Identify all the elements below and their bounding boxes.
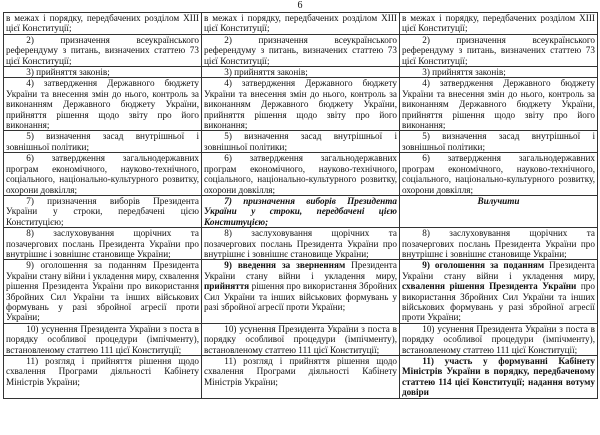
current-text-column-cell <box>4 356 202 399</box>
text-run: в межах і порядку, передбачених розділом XIII цієї Конституції; <box>402 13 595 34</box>
current-text-column-cell <box>4 153 202 196</box>
proposal-column-cell <box>400 228 598 260</box>
text-run: 5) визначення засад внутрішньої і зовнішньої політики; <box>6 131 199 152</box>
text-run: 3) прийняття законів; <box>26 67 110 78</box>
cell-text <box>402 78 595 130</box>
cell-text <box>6 356 199 387</box>
table-row <box>4 34 598 66</box>
text-run: схвалення рішення Президента України <box>402 281 577 292</box>
text-run: 5) визначення засад внутрішньої і зовнішньої політики; <box>402 131 595 152</box>
draft-text-column-cell <box>202 153 400 196</box>
current-text-column-cell <box>4 195 202 227</box>
cell-text <box>204 228 397 259</box>
table-row <box>4 195 598 227</box>
cell-text <box>6 35 199 66</box>
draft-text-column-cell <box>202 228 400 260</box>
cell-text <box>204 131 397 152</box>
cell-text <box>6 131 199 152</box>
text-run: в межах і порядку, передбачених розділом XIII цієї Конституції; <box>6 13 199 34</box>
cell-text <box>204 13 397 34</box>
cell-text <box>402 196 595 206</box>
cell-text <box>6 196 199 227</box>
text-run: Президента України стану війни і укладення миру, <box>204 260 397 281</box>
table-row <box>4 228 598 260</box>
table-row <box>4 153 598 196</box>
current-text-column-cell <box>4 67 202 78</box>
current-text-column-cell <box>4 34 202 66</box>
text-run: 9) оголошення за поданням <box>422 260 545 271</box>
proposal-column-cell <box>400 356 598 399</box>
cell-text <box>204 35 397 66</box>
text-run: Вилучити <box>477 195 520 206</box>
draft-text-column-cell <box>202 131 400 153</box>
text-run: 2) призначення всеукраїнського референдуму з питань, визначених статтею 73 цієї Конституції; <box>402 34 595 66</box>
current-text-column-cell <box>4 78 202 131</box>
text-run: 2) призначення всеукраїнського референдуму з питань, визначених статтею 73 цієї Конституції; <box>204 34 397 66</box>
table-row <box>4 131 598 153</box>
draft-text-column-cell <box>202 260 400 323</box>
cell-text <box>402 13 595 34</box>
current-text-column-cell <box>4 323 202 355</box>
cell-text <box>6 78 199 130</box>
proposal-column-cell <box>400 323 598 355</box>
table-row <box>4 78 598 131</box>
table-body <box>4 13 598 399</box>
cell-text <box>204 260 397 312</box>
proposal-column-cell <box>400 131 598 153</box>
cell-text <box>6 228 199 259</box>
text-run: 9) введення за зверненням <box>224 260 346 271</box>
cell-text <box>204 356 397 387</box>
cell-text <box>6 13 199 34</box>
cell-text <box>402 324 595 355</box>
text-run: Президента України стану війни і укладення миру, <box>402 260 595 281</box>
proposal-column-cell <box>400 34 598 66</box>
text-run: в межах і порядку, передбачених розділом XIII цієї Конституції; <box>204 13 397 34</box>
cell-text <box>402 35 595 66</box>
text-run: 6) затвердження загальнодержавних програм економічного, науково-технічного, соціального, національно-культурного розвитку, охорони довкілля; <box>402 153 595 195</box>
cell-text <box>402 67 595 77</box>
text-run: рішення про використання Збройних Сил України та інших військових формувань у разі збройної агресії проти України; <box>204 281 397 312</box>
cell-text <box>204 67 397 77</box>
table-row <box>4 356 598 399</box>
cell-text <box>402 228 595 259</box>
text-run: 4) затвердження Державного бюджету України та внесення змін до нього, контроль за виконанням Державного бюджету України, прийняття рішення щодо звіту про його виконання; <box>6 78 199 131</box>
table-row <box>4 67 598 78</box>
proposal-column-cell <box>400 78 598 131</box>
text-run: 8) заслуховування щорічних та позачергових послань Президента України про внутрішнє і зовнішнє становище України; <box>204 228 397 259</box>
proposal-column-cell <box>400 260 598 323</box>
cell-text <box>204 196 397 227</box>
draft-text-column-cell <box>202 13 400 35</box>
cell-text <box>6 260 199 322</box>
proposal-column-cell <box>400 67 598 78</box>
proposal-column-cell <box>400 195 598 227</box>
cell-text <box>204 324 397 355</box>
draft-text-column-cell <box>202 356 400 399</box>
current-text-column-cell <box>4 13 202 35</box>
cell-text <box>402 356 595 398</box>
text-run: 9) оголошення за поданням Президента України стану війни і укладення миру, схвалення рішення Президента України про використання Збройних Сил України та інших військових формувань у разі збройної агресії проти України; <box>6 260 199 323</box>
draft-text-column-cell <box>202 67 400 78</box>
cell-text <box>204 78 397 130</box>
text-run: 11) розгляд і прийняття рішення щодо схвалення Програми діяльності Кабінету Міністрів України; <box>204 356 397 387</box>
text-run: 5) визначення засад внутрішньої і зовнішньої політики; <box>204 131 397 152</box>
cell-text <box>402 131 595 152</box>
draft-text-column-cell <box>202 323 400 355</box>
comparison-table <box>3 12 598 399</box>
cell-text <box>6 324 199 355</box>
draft-text-column-cell <box>202 78 400 131</box>
table-row <box>4 323 598 355</box>
text-run: 10) усунення Президента України з поста в порядку особливої процедури (імпічменту), встановленому статтею 111 цієї Конституції; <box>204 323 397 355</box>
current-text-column-cell <box>4 131 202 153</box>
table-row <box>4 13 598 35</box>
text-run: 6) затвердження загальнодержавних програм економічного, науково-технічного, соціального, національно-культурного розвитку, охорони довкілля; <box>6 153 199 195</box>
text-run: 4) затвердження Державного бюджету України та внесення змін до нього, контроль за виконанням Державного бюджету України, прийняття рішення щодо звіту про його виконання; <box>204 78 397 131</box>
cell-text <box>6 67 199 77</box>
text-run: 2) призначення всеукраїнського референдуму з питань, визначених статтею 73 цієї Конституції; <box>6 34 199 66</box>
text-run: про використання Збройних Сил України та інших військових формувань у разі збройної агресії проти України; <box>402 281 595 323</box>
text-run: 3) прийняття законів; <box>224 67 308 78</box>
text-run: прийняття <box>204 281 250 292</box>
text-run: 8) заслуховування щорічних та позачергових послань Президента України про внутрішнє і зовнішнє становище України; <box>402 228 595 259</box>
draft-text-column-cell <box>202 195 400 227</box>
cell-text <box>402 260 595 322</box>
text-run: 7) призначення виборів Президента України у строки, передбачені цією Конституцією; <box>6 195 199 227</box>
page-number: 6 <box>297 0 303 11</box>
text-run: 6) затвердження загальнодержавних програм економічного, науково-технічного, соціального, національно-культурного розвитку, охорони довкілля; <box>204 153 397 195</box>
cell-text <box>402 153 595 195</box>
text-run: 11) участь у формуванні Кабінету Міністрів України в порядку, передбаченому статтею 114 цієї Конституції; надання вотуму довіри <box>402 356 595 398</box>
text-run: 4) затвердження Державного бюджету України та внесення змін до нього, контроль за виконанням Державного бюджету України, прийняття рішення щодо звіту про його виконання; <box>402 78 595 131</box>
text-run: 10) усунення Президента України з поста в порядку особливої процедури (імпічменту), встановленому статтею 111 цієї Конституції; <box>6 323 199 355</box>
text-run: 7) призначення виборів Президента України у строки, передбачені цією Конституцією; <box>204 195 397 227</box>
cell-text <box>6 153 199 195</box>
table-row <box>4 260 598 323</box>
text-run: 3) прийняття законів; <box>422 67 506 78</box>
proposal-column-cell <box>400 13 598 35</box>
text-run: 11) розгляд і прийняття рішення щодо схвалення Програми діяльності Кабінету Міністрів України; <box>6 356 199 387</box>
text-run: 10) усунення Президента України з поста в порядку особливої процедури (імпічменту), встановленому статтею 111 цієї Конституції; <box>402 323 595 355</box>
cell-text <box>204 153 397 195</box>
draft-text-column-cell <box>202 34 400 66</box>
text-run: 8) заслуховування щорічних та позачергових послань Президента України про внутрішнє і зовнішнє становище України; <box>6 228 199 259</box>
proposal-column-cell <box>400 153 598 196</box>
current-text-column-cell <box>4 228 202 260</box>
current-text-column-cell <box>4 260 202 323</box>
